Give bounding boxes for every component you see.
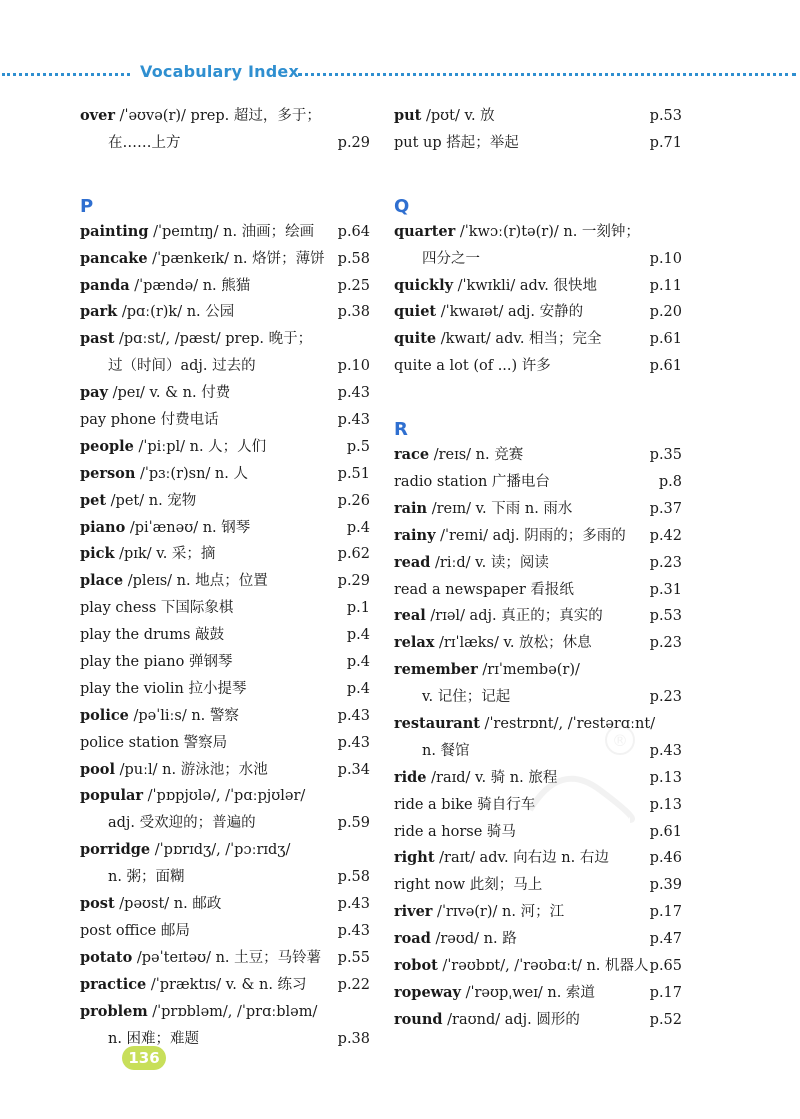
entry-text: practice /ˈpræktɪs/ v. & n. 练习 [80,975,307,993]
entry-page: p.29 [337,134,370,151]
entry-text: 过（时间）adj. 过去的 [108,358,256,375]
entry-row [80,326,370,353]
entry-text: put /pʊt/ v. 放 [394,107,495,124]
svg-text:®: ® [612,731,628,750]
entry-row [394,353,682,380]
entry-over-cont [80,130,370,157]
entry-page: p.46 [649,850,682,867]
entry-page: p.13 [649,769,682,786]
entry-row [394,219,682,246]
entry-page: p.43 [337,412,370,429]
entry-row [394,469,682,496]
left-column [80,103,370,1052]
entry-row [80,730,370,757]
header-dots-right [298,73,796,76]
entry-text: race /reɪs/ n. 竞赛 [394,446,524,464]
entry-page: p.58 [337,250,370,267]
entry-text: rain /reɪn/ v. 下雨 n. 雨水 [394,499,573,517]
entry-page: p.43 [337,385,370,402]
entry-text: past /pɑːst/, /pæst/ prep. 晚于； [80,330,313,348]
entry-page: p.8 [658,474,682,491]
entry-text: ride a horse 骑马 [394,823,516,840]
entry-text: police station 警察局 [80,734,228,751]
entry-text: over /ˈəʊvə(r)/ prep. 超过，多于； [80,107,321,124]
entry-row [80,972,370,999]
entry-text: river /ˈrɪvə(r)/ n. 河；江 [394,903,565,921]
entry-row [80,273,370,300]
page-number: 136 [128,1049,160,1067]
entry-row [80,434,370,461]
entry-text: remember /rɪˈmembə(r)/ [394,661,580,679]
left-entry-list [80,219,370,1053]
entry-page: p.39 [649,877,682,894]
entry-text: painting /ˈpeɪntɪŋ/ n. 油画；绘画 [80,222,315,240]
entry-text: ride a bike 骑自行车 [394,796,536,813]
letter-label: R [394,419,408,441]
entry-page: p.55 [337,949,370,966]
entry-row [394,103,682,130]
entry-page: p.20 [649,304,682,321]
entry-row [80,461,370,488]
entry-page: p.17 [649,984,682,1001]
entry-text: post office 邮局 [80,922,190,939]
entry-text: quarter /ˈkwɔː(r)tə(r)/ n. 一刻钟； [394,222,640,240]
entry-text: pancake /ˈpænkeɪk/ n. 烙饼；薄饼 [80,249,325,267]
entry-page: p.34 [337,761,370,778]
header-title: Vocabulary Index [140,62,299,81]
entry-text: real /rɪəl/ adj. 真正的；真实的 [394,607,603,625]
entry-page: p.47 [649,931,682,948]
entry-text: read a newspaper 看报纸 [394,581,574,598]
entry-page: p.38 [337,304,370,321]
watermark-icon [520,720,640,840]
entry-row [394,980,682,1007]
entry-page: p.4 [346,680,370,697]
entry-text: round /raʊnd/ adj. 圆形的 [394,1010,580,1028]
entry-row [394,496,682,523]
entry-text: play the piano 弹钢琴 [80,654,233,671]
section-letter-q [394,183,682,219]
entry-page: p.42 [649,527,682,544]
entry-text: play chess 下国际象棋 [80,600,234,617]
entry-row [80,649,370,676]
entry-row [80,488,370,515]
entry-row [394,926,682,953]
entry-row [394,953,682,980]
entry-row [394,684,682,711]
entry-text: quite /kwaɪt/ adv. 相当；完全 [394,330,602,348]
entry-text: ropeway /ˈrəʊpˌweɪ/ n. 索道 [394,983,595,1001]
entry-page: p.53 [649,108,682,124]
entry-text: rainy /ˈreɪni/ adj. 阴雨的；多雨的 [394,526,626,544]
entry-text: put up 搭起；举起 [394,134,519,151]
entry-row [80,219,370,246]
entry-text: read /riːd/ v. 读；阅读 [394,553,549,571]
entry-text: problem /ˈprɒbləm/, /ˈprɑːbləm/ [80,1002,318,1020]
entry-row [80,999,370,1026]
entry-row [394,845,682,872]
entry-text: people /ˈpiːpl/ n. 人；人们 [80,437,267,455]
entry-row [80,622,370,649]
entry-row [80,380,370,407]
entry-page: p.23 [649,689,682,706]
entry-text: v. 记住；记起 [422,689,511,706]
entry-text: police /pəˈliːs/ n. 警察 [80,706,239,724]
entry-page: p.53 [649,608,682,625]
entry-row [394,630,682,657]
entry-row [394,523,682,550]
entry-row [80,864,370,891]
entry-text: piano /piˈænəʊ/ n. 钢琴 [80,518,251,536]
entry-row [394,899,682,926]
entry-page: p.4 [346,627,370,644]
entry-row [394,442,682,469]
entry-page: p.61 [649,358,682,375]
entry-row [80,783,370,810]
entry-text: 在……上方 [108,134,181,151]
entry-text: quiet /ˈkwaɪət/ adj. 安静的 [394,303,584,321]
entry-row [394,603,682,630]
entry-row [80,837,370,864]
entry-page: p.61 [649,331,682,348]
entry-page: p.13 [649,796,682,813]
entry-text: ride /raɪd/ v. 骑 n. 旅程 [394,768,558,786]
letter-label: P [80,195,94,217]
entry-row [80,703,370,730]
entry-page: p.43 [337,707,370,724]
entry-page: p.17 [649,904,682,921]
entry-page: p.58 [337,869,370,886]
entry-page: p.37 [649,500,682,517]
entry-row [394,246,682,273]
entry-text: robot /ˈrəʊbɒt/, /ˈrəʊbɑːt/ n. 机器人 [394,957,649,975]
entry-text: radio station 广播电台 [394,474,550,491]
entry-page: p.43 [337,896,370,913]
entry-text: restaurant /ˈrestrɒnt/, /ˈrestərɑːnt/ [394,715,656,733]
entry-text: relax /rɪˈlæks/ v. 放松；休息 [394,634,592,652]
entry-row [80,676,370,703]
entry-text: park /pɑː(r)k/ n. 公园 [80,303,235,321]
entry-over [80,103,370,130]
entry-text: n. 餐馆 [422,742,470,759]
entry-page: p.11 [649,277,682,294]
entry-row [80,918,370,945]
entry-text: person /ˈpɜː(r)sn/ n. 人 [80,464,248,482]
entry-page: p.62 [337,546,370,563]
entry-text: adj. 受欢迎的；普遍的 [108,815,256,832]
entry-row [80,757,370,784]
entry-page: p.43 [337,734,370,751]
entry-text: n. 困难；难题 [108,1030,200,1047]
entry-text: pet /pet/ n. 宠物 [80,491,197,509]
entry-page: p.31 [649,581,682,598]
right-top-list [394,103,682,157]
entry-text: post /pəʊst/ n. 邮政 [80,895,222,913]
entry-page: p.64 [337,223,370,240]
entry-row [394,872,682,899]
entry-row [394,1007,682,1034]
entry-page: p.65 [649,958,682,975]
q-entry-list [394,219,682,380]
entry-text: place /pleɪs/ n. 地点；位置 [80,572,268,590]
entry-text: pay /peɪ/ v. & n. 付费 [80,384,231,402]
entry-page: p.71 [649,134,682,151]
entry-page: p.23 [649,554,682,571]
entry-text: pay phone 付费电话 [80,412,219,429]
entry-page: p.51 [337,465,370,482]
entry-text: road /rəʊd/ n. 路 [394,930,517,948]
entry-page: p.35 [649,447,682,464]
right-column [394,103,682,1034]
entry-page: p.26 [337,492,370,509]
entry-text: play the drums 敲鼓 [80,627,225,644]
entry-text: n. 粥；面糊 [108,869,185,886]
entry-page: p.43 [337,922,370,939]
entry-row [80,945,370,972]
entry-row [394,326,682,353]
section-letter-r [394,406,682,442]
entry-row [394,577,682,604]
entry-row [80,568,370,595]
entry-page: p.4 [346,654,370,671]
entry-row [394,130,682,157]
entry-text: 四分之一 [422,250,480,267]
entry-row [394,657,682,684]
entry-row [80,299,370,326]
entry-page: p.52 [649,1011,682,1028]
header-dots-left [2,73,130,76]
entry-text: pool /puːl/ n. 游泳池；水池 [80,760,268,778]
entry-row [80,541,370,568]
entry-text: right now 此刻；马上 [394,877,543,894]
entry-text: play the violin 拉小提琴 [80,680,247,697]
entry-page: p.4 [346,519,370,536]
entry-text: right /raɪt/ adv. 向右边 n. 右边 [394,849,609,867]
entry-text: popular /ˈpɒpjʊlə/, /ˈpɑːpjʊlər/ [80,787,306,805]
entry-page: p.23 [649,635,682,652]
entry-text: porridge /ˈpɒrɪdʒ/, /ˈpɔːrɪdʒ/ [80,841,291,859]
entry-page: p.43 [649,742,682,759]
entry-page: p.29 [337,573,370,590]
entry-page: p.22 [337,976,370,993]
entry-page: p.61 [649,823,682,840]
entry-text: panda /ˈpændə/ n. 熊猫 [80,276,251,294]
index-header [0,62,800,86]
entry-page: p.10 [337,358,370,375]
entry-row [80,891,370,918]
entry-row [80,810,370,837]
entry-row [80,407,370,434]
entry-page: p.5 [346,438,370,455]
entry-row [80,353,370,380]
entry-page: p.1 [346,600,370,617]
letter-label: Q [394,195,410,217]
entry-page: p.10 [649,250,682,267]
section-letter-p [80,183,370,219]
entry-row [80,246,370,273]
page-number-badge [122,1046,166,1070]
entry-page: p.25 [337,277,370,294]
entry-row [394,550,682,577]
entry-page: p.59 [337,815,370,832]
entry-row [394,273,682,300]
entry-row [394,299,682,326]
entry-text: quite a lot (of ...) 许多 [394,358,551,375]
entry-row [80,595,370,622]
entry-text: potato /pəˈteɪtəʊ/ n. 土豆；马铃薯 [80,948,322,966]
entry-row [80,515,370,542]
entry-text: quickly /ˈkwɪkli/ adv. 很快地 [394,276,597,294]
entry-text: pick /pɪk/ v. 采；摘 [80,545,216,563]
entry-page: p.38 [337,1030,370,1047]
